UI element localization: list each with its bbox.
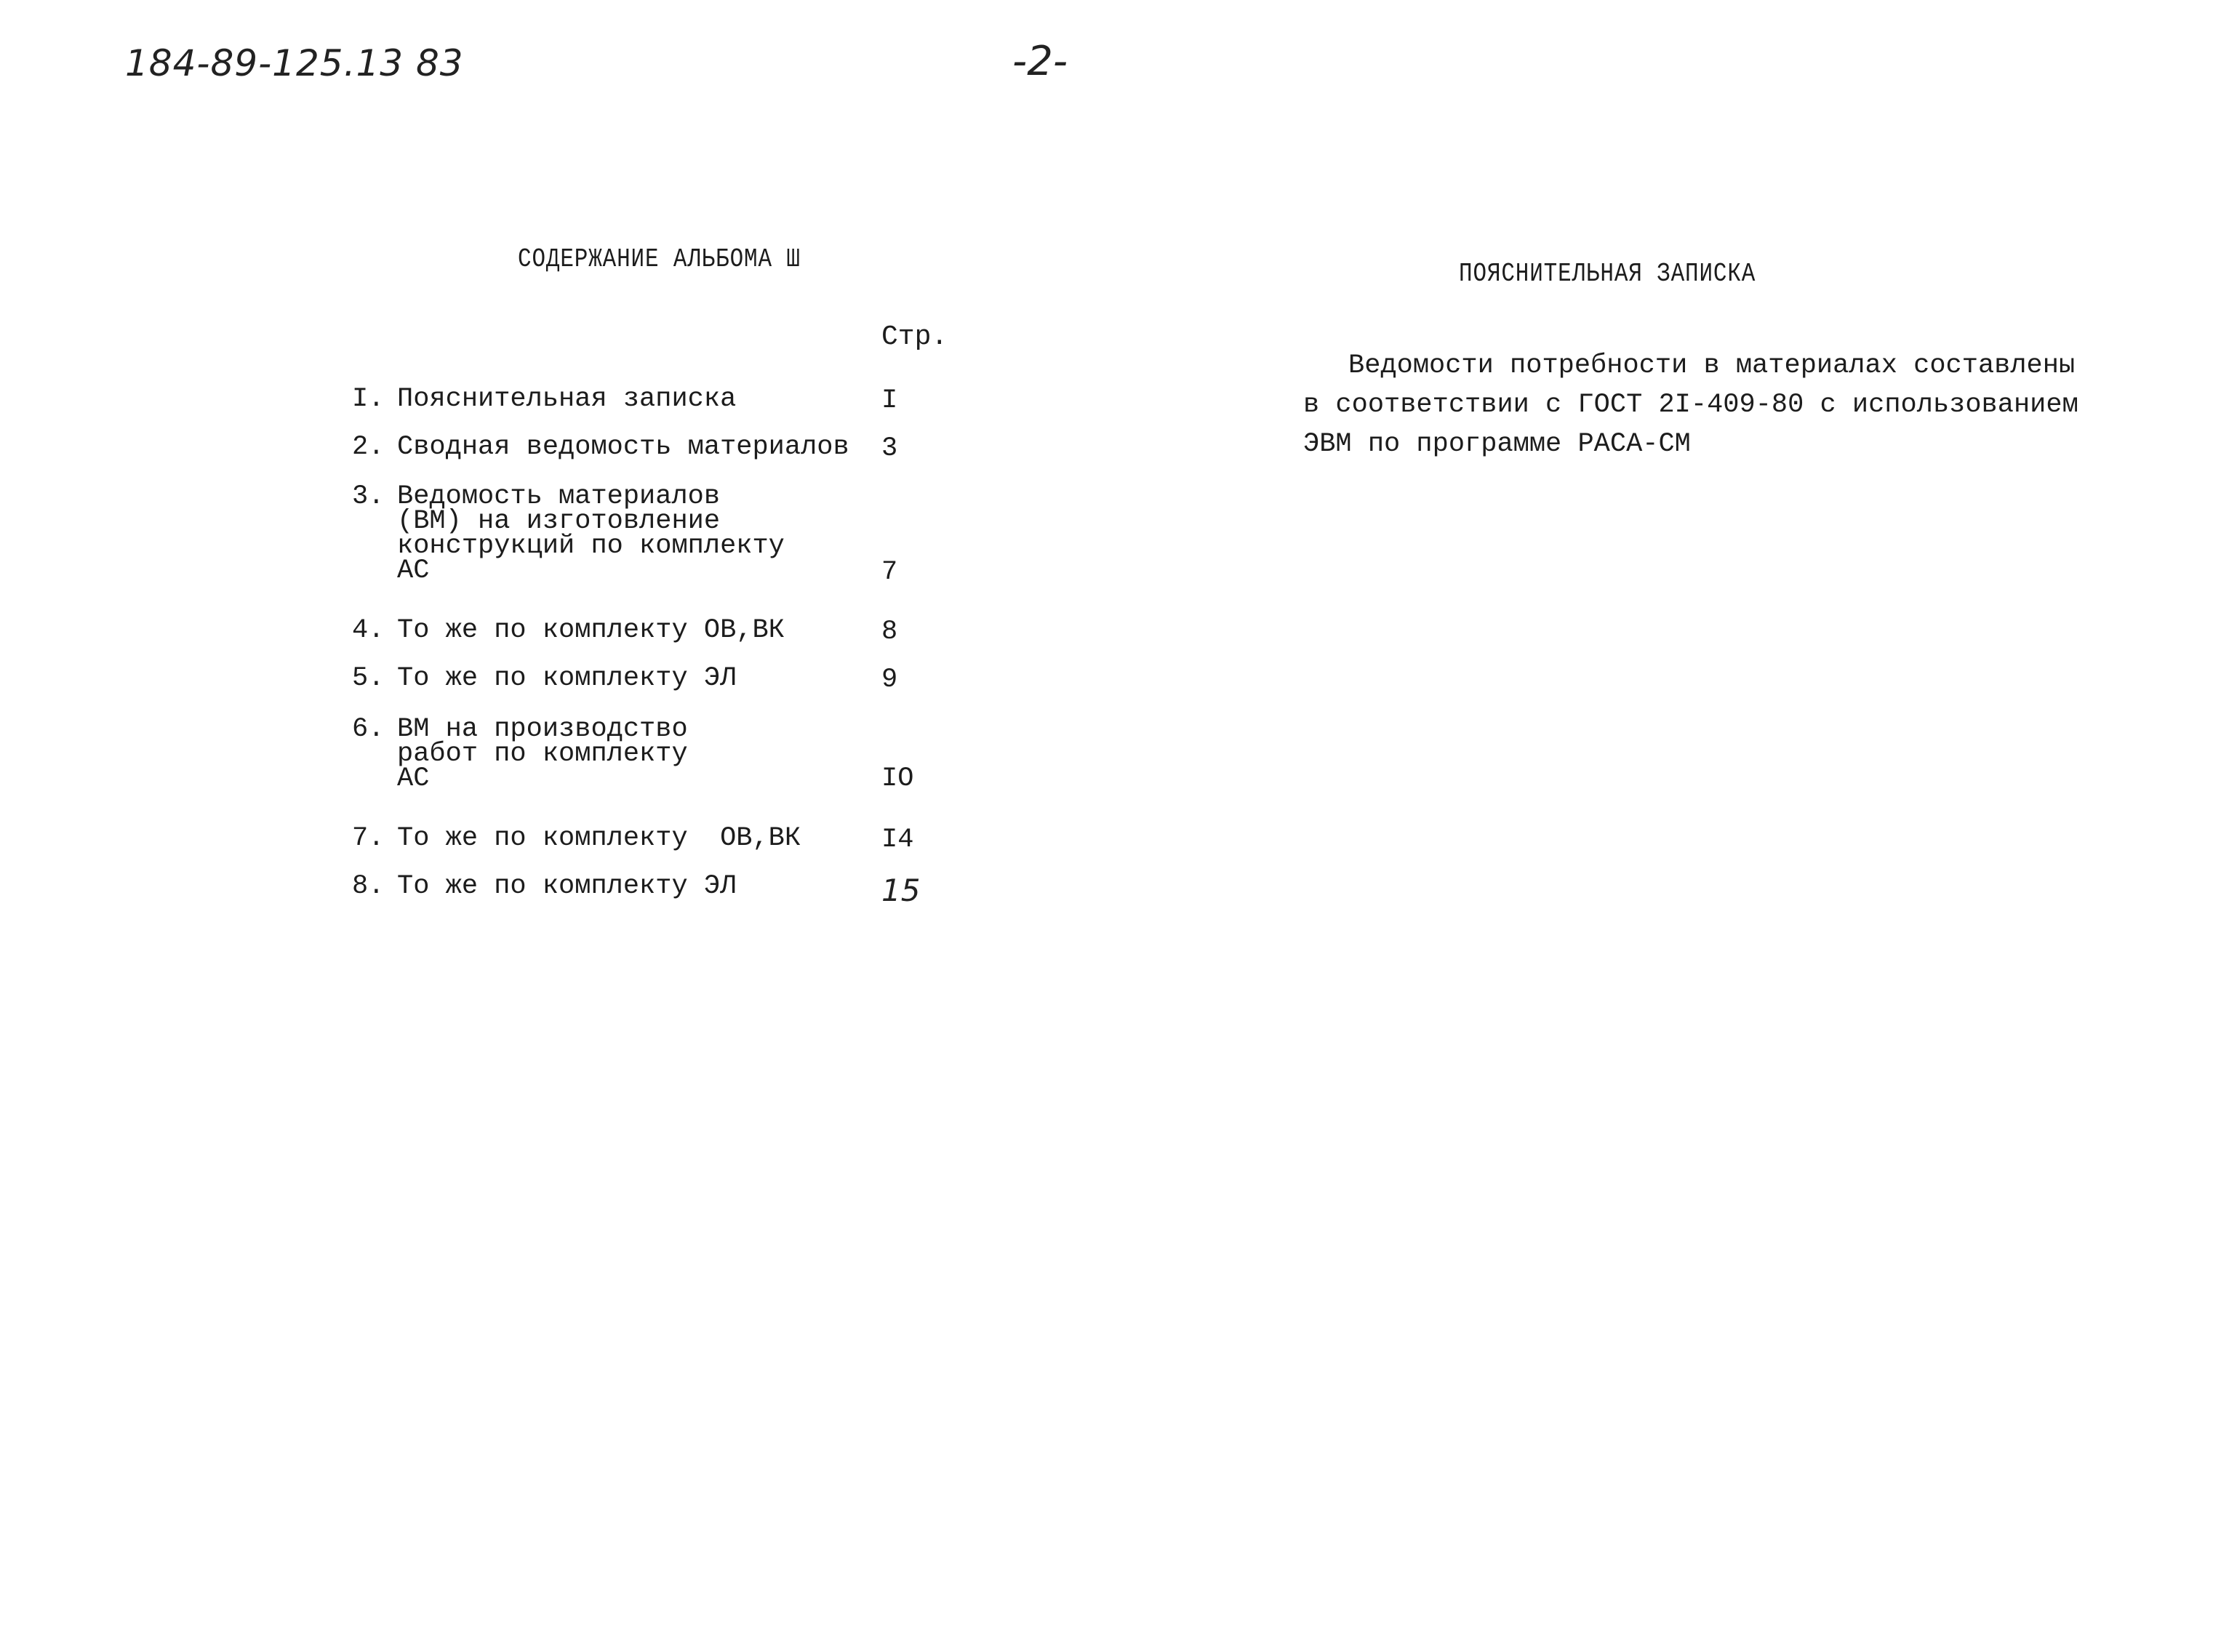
item-text: ВМ на производство работ по комплекту АС (397, 714, 688, 794)
item-page: 8 (881, 617, 898, 647)
note-title: ПОЯСНИТЕЛЬНАЯ ЗАПИСКА (1459, 259, 1756, 289)
item-text: То же по комплекту ОВ,ВК (397, 823, 801, 854)
item-number: 8. (352, 871, 385, 902)
pages-column-header: Стр. (881, 321, 948, 353)
note-line: Ведомости потребности в материалах составлены (1348, 350, 2076, 381)
item-text: Сводная ведомость материалов (397, 432, 849, 462)
item-page: 15 (881, 873, 921, 908)
item-text: Ведомость материалов (ВМ) на изготовление конструкций по комплекту АС (397, 481, 785, 586)
page-number: -2- (1012, 38, 1068, 85)
item-text: То же по комплекту ЭЛ (397, 663, 737, 694)
note-line: в соответствии с ГОСТ 2I-409-80 с использованием (1303, 390, 2078, 420)
item-number: 7. (352, 823, 385, 854)
item-number: I. (352, 384, 385, 414)
item-number: 5. (352, 663, 385, 694)
item-number: 6. (352, 714, 385, 745)
item-page: IO (881, 763, 914, 794)
item-text: То же по комплекту ОВ,ВК (397, 615, 785, 646)
item-text: Пояснительная записка (397, 384, 737, 414)
item-page: 7 (881, 557, 898, 588)
contents-title: СОДЕРЖАНИЕ АЛЬБОМА Ш (518, 244, 801, 274)
item-page: I (881, 385, 898, 416)
item-text: То же по комплекту ЭЛ (397, 871, 737, 902)
item-number: 2. (352, 432, 385, 462)
item-number: 3. (352, 481, 385, 512)
item-page: 3 (881, 433, 898, 464)
item-page: I4 (881, 825, 914, 855)
note-line: ЭВМ по программе РАСА-СМ (1303, 429, 1691, 460)
document-code: 184-89-125.13 83 (125, 42, 464, 84)
item-page: 9 (881, 665, 898, 695)
note-body (1303, 346, 2078, 464)
item-number: 4. (352, 615, 385, 646)
